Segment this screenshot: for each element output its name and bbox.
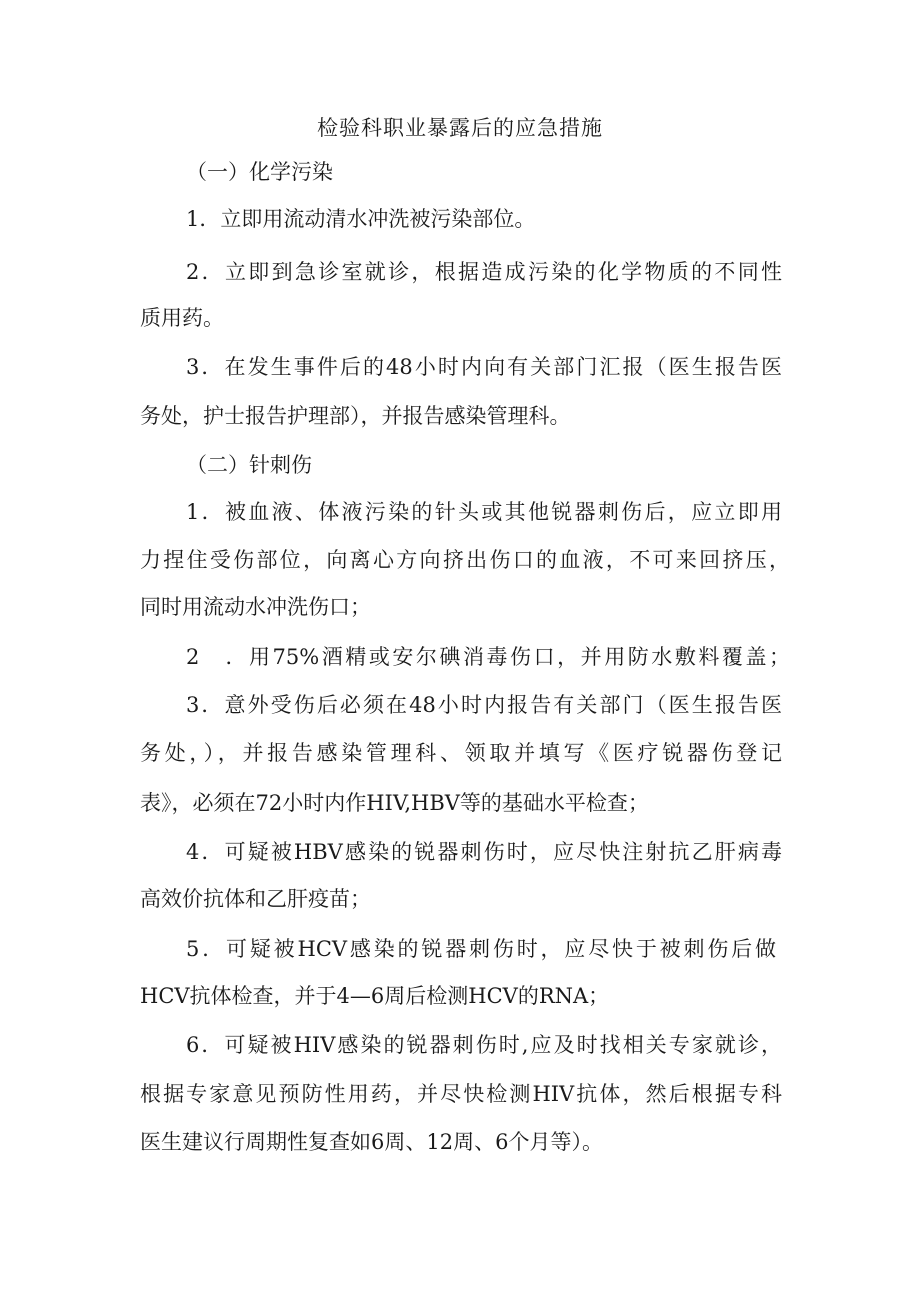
paragraph-line: HCV抗体检查，并于4—6周后检测HCV的RNA； xyxy=(140,984,610,1008)
paragraph-line: 1．被血液、体液污染的针头或其他锐器刺伤后，应立即用 xyxy=(186,500,782,524)
paragraph-line: 5．可疑被HCV感染的锐器刺伤时，应尽快于被刺伤后做 xyxy=(186,937,776,961)
paragraph-line: 表》，必须在72小时内作HIV,HBV等的基础水平检查； xyxy=(140,791,649,815)
paragraph-line: 1．立即用流动清水冲洗被污染部位。 xyxy=(186,207,536,231)
paragraph-line: 同时用流动水冲洗伤口； xyxy=(140,595,371,619)
paragraph-line: 6．可疑被HIV感染的锐器刺伤时,应及时找相关专家就诊， xyxy=(186,1033,782,1057)
paragraph-line: 根据专家意见预防性用药，并尽快检测HIV抗体，然后根据专科 xyxy=(140,1082,782,1106)
paragraph-line: 务处，护士报告护理部），并报告感染管理科。 xyxy=(140,404,571,428)
paragraph-line: 4．可疑被HBV感染的锐器刺伤时，应尽快注射抗乙肝病毒 xyxy=(186,840,782,864)
paragraph-line: 3．在发生事件后的48小时内向有关部门汇报（医生报告医 xyxy=(186,355,782,379)
section-heading-needlestick: （二）针刺伤 xyxy=(186,453,312,477)
paragraph-line: 2 ．用75%酒精或安尔碘消毒伤口，并用防水敷料覆盖； xyxy=(186,645,790,669)
paragraph-line: 务处，），并报告感染管理科、领取并填写《医疗锐器伤登记 xyxy=(140,741,782,765)
paragraph-line: 质用药。 xyxy=(140,306,224,330)
paragraph-line: 高效价抗体和乙肝疫苗； xyxy=(140,887,371,911)
document-title: 检验科职业暴露后的应急措施 xyxy=(317,116,603,140)
paragraph-line: 力捏住受伤部位，向离心方向挤出伤口的血液，不可来回挤压， xyxy=(140,548,790,572)
paragraph-line: 2．立即到急诊室就诊，根据造成污染的化学物质的不同性 xyxy=(186,260,782,284)
section-heading-chemical: （一）化学污染 xyxy=(186,160,333,184)
paragraph-line: 医生建议行周期性复查如6周、12周、6个月等）。 xyxy=(140,1130,603,1154)
paragraph-line: 3．意外受伤后必须在48小时内报告有关部门（医生报告医 xyxy=(186,693,782,717)
